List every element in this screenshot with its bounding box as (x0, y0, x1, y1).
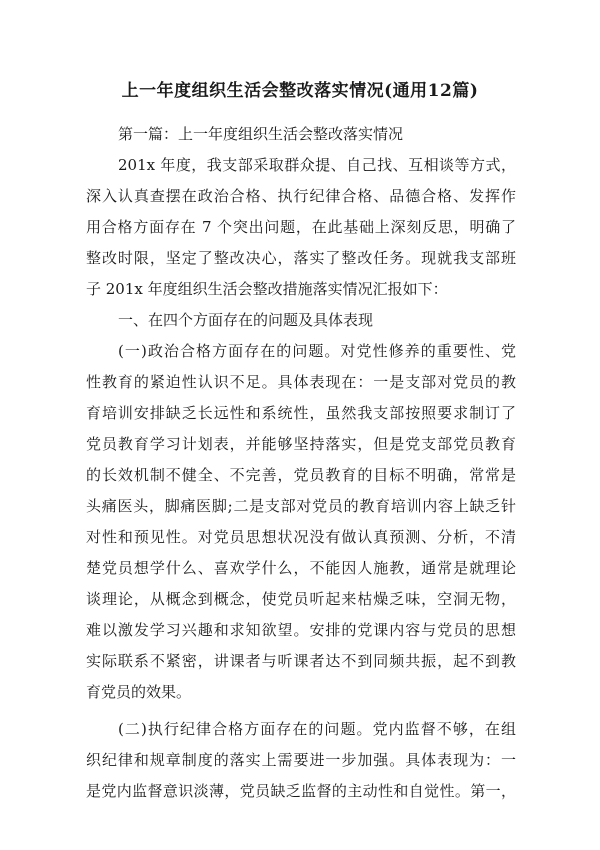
section-heading: 一、在四个方面存在的问题及具体表现 (118, 311, 374, 329)
paragraph-line: 党员教育学习计划表，并能够坚持落实，但是党支部党员教育 (86, 435, 516, 453)
paragraph-line: 头痛医头，脚痛医脚;二是支部对党员的教育培训内容上缺乏针 (86, 497, 516, 515)
paragraph-line: 子 201x 年度组织生活会整改措施落实情况汇报如下： (86, 280, 448, 298)
paragraph-line: 的长效机制不健全、不完善，党员教育的目标不明确，常常是 (86, 466, 516, 484)
paragraph-line: 实际联系不紧密，讲课者与听课者达不到同频共振，起不到教 (86, 652, 516, 670)
paragraph-line: 织纪律和规章制度的落实上需要进一步加强。具体表现为：一 (86, 751, 516, 769)
paragraph-line: 深入认真查摆在政治合格、执行纪律合格、品德合格、发挥作 (86, 187, 516, 205)
paragraph-line: 谈理论，从概念到概念，使党员听起来枯燥乏味，空洞无物， (86, 590, 516, 608)
paragraph-heading-1: 第一篇：上一年度组织生活会整改落实情况 (118, 125, 404, 143)
paragraph-line: (二)执行纪律合格方面存在的问题。党内监督不够，在组 (118, 720, 516, 738)
paragraph-line: 性教育的紧迫性认识不足。具体表现在：一是支部对党员的教 (86, 373, 516, 391)
paragraph-line: 难以激发学习兴趣和求知欲望。安排的党课内容与党员的思想 (86, 621, 516, 639)
paragraph-line: (一)政治合格方面存在的问题。对党性修养的重要性、党 (118, 342, 516, 360)
paragraph-line: 用合格方面存在 7 个突出问题，在此基础上深刻反思，明确了 (86, 218, 516, 236)
document-title: 上一年度组织生活会整改落实情况(通用12篇) (121, 81, 479, 101)
paragraph-line: 育党员的效果。 (86, 683, 192, 701)
paragraph-line: 楚党员想学什么、喜欢学什么，不能因人施教，通常是就理论 (86, 559, 516, 577)
paragraph-line: 是党内监督意识淡薄，党员缺乏监督的主动性和自觉性。第一， (86, 782, 516, 800)
paragraph-line: 对性和预见性。对党员思想状况没有做认真预测、分析，不清 (86, 528, 516, 546)
paragraph-line: 201x 年度，我支部采取群众提、自己找、互相谈等方式， (118, 156, 516, 174)
paragraph-line: 整改时限，坚定了整改决心，落实了整改任务。现就我支部班 (86, 249, 516, 267)
paragraph-line: 育培训安排缺乏长远性和系统性，虽然我支部按照要求制订了 (86, 404, 516, 422)
